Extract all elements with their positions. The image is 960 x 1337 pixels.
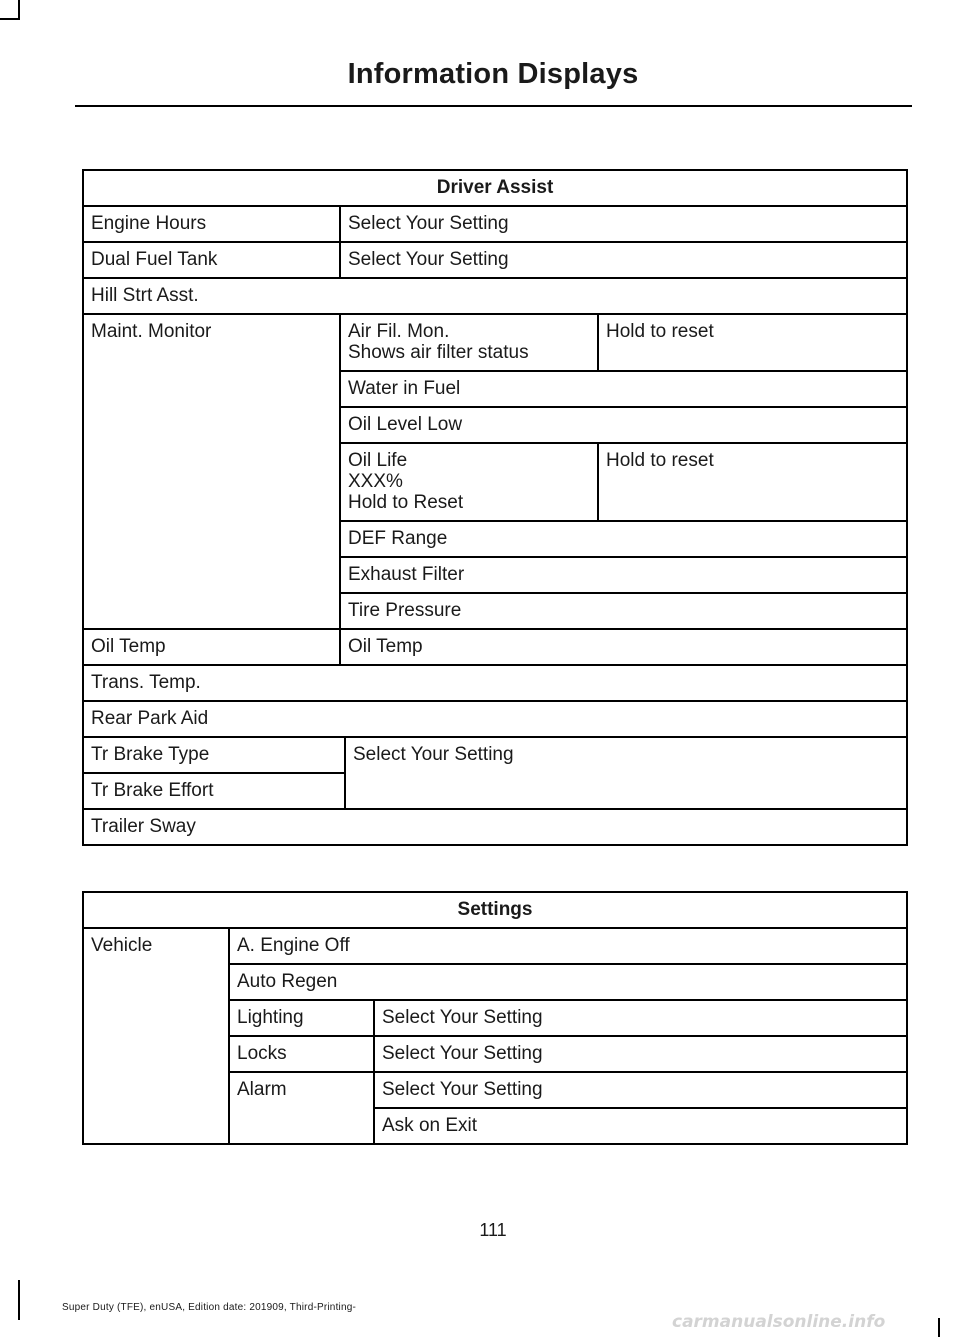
crop-mark-top-left-h <box>0 18 20 20</box>
row-label: Tr Brake Type <box>83 737 345 773</box>
row-label: Locks <box>229 1036 374 1072</box>
vehicle-label: Vehicle <box>83 928 229 1144</box>
row-label: Trailer Sway <box>83 809 907 845</box>
oil-life-title: Oil Life <box>348 450 408 471</box>
row-label: Tr Brake Effort <box>83 773 345 809</box>
watermark[interactable]: carmanualsonline.info <box>672 1312 886 1332</box>
crop-mark-bottom-right <box>938 1318 940 1337</box>
maint-monitor-label: Maint. Monitor <box>83 314 340 629</box>
crop-mark-top-left <box>18 0 20 20</box>
air-filter-cell <box>340 314 598 371</box>
row-value: Ask on Exit <box>374 1108 907 1144</box>
table-row <box>83 809 907 845</box>
table-row <box>83 170 907 206</box>
row-value: Select Your Setting <box>340 206 907 242</box>
air-filter-desc: Shows air filter status <box>348 342 529 363</box>
air-filter-action: Hold to reset <box>598 314 907 371</box>
table-row <box>83 737 907 773</box>
row-label: Dual Fuel Tank <box>83 242 340 278</box>
row-label: Engine Hours <box>83 206 340 242</box>
row-value: Select Your Setting <box>374 1000 907 1036</box>
air-filter-title: Air Fil. Mon. <box>348 321 450 342</box>
table-row <box>83 314 907 371</box>
table-caption: Settings <box>83 892 907 928</box>
table-row <box>83 242 907 278</box>
row-value: Select Your Setting <box>374 1036 907 1072</box>
row-value: Exhaust Filter <box>340 557 907 593</box>
header-rule <box>75 105 912 107</box>
oil-life-hint: Hold to Reset <box>348 492 464 513</box>
row-value: Oil Level Low <box>340 407 907 443</box>
oil-life-cell <box>340 443 598 521</box>
table-row <box>83 892 907 928</box>
row-label: Lighting <box>229 1000 374 1036</box>
table-row <box>83 278 907 314</box>
table-row <box>83 701 907 737</box>
row-label: Oil Temp <box>83 629 340 665</box>
row-value: Auto Regen <box>229 964 907 1000</box>
table-row <box>83 629 907 665</box>
row-label: Alarm <box>229 1072 374 1144</box>
row-value: Select Your Setting <box>340 242 907 278</box>
row-value: DEF Range <box>340 521 907 557</box>
crop-mark-bottom-left <box>18 1280 20 1320</box>
oil-life-action: Hold to reset <box>598 443 907 521</box>
driver-assist-table <box>82 169 908 846</box>
footer-edition: Super Duty (TFE), enUSA, Edition date: 201909, Third-Printing- <box>62 1302 357 1313</box>
row-label: Trans. Temp. <box>83 665 907 701</box>
table-row <box>83 206 907 242</box>
row-value: Water in Fuel <box>340 371 907 407</box>
page-title: Information Displays <box>347 58 639 90</box>
page-number: 111 <box>479 1220 507 1240</box>
table-row <box>83 665 907 701</box>
row-label: Hill Strt Asst. <box>83 278 907 314</box>
row-value: Oil Temp <box>340 629 907 665</box>
row-label: Rear Park Aid <box>83 701 907 737</box>
row-value: Tire Pressure <box>340 593 907 629</box>
row-value: A. Engine Off <box>229 928 907 964</box>
settings-table <box>82 891 908 1145</box>
table-row <box>83 928 907 964</box>
row-value: Select Your Setting <box>374 1072 907 1108</box>
oil-life-percent: XXX% <box>348 471 403 492</box>
row-value: Select Your Setting <box>345 737 907 809</box>
table-caption: Driver Assist <box>83 170 907 206</box>
